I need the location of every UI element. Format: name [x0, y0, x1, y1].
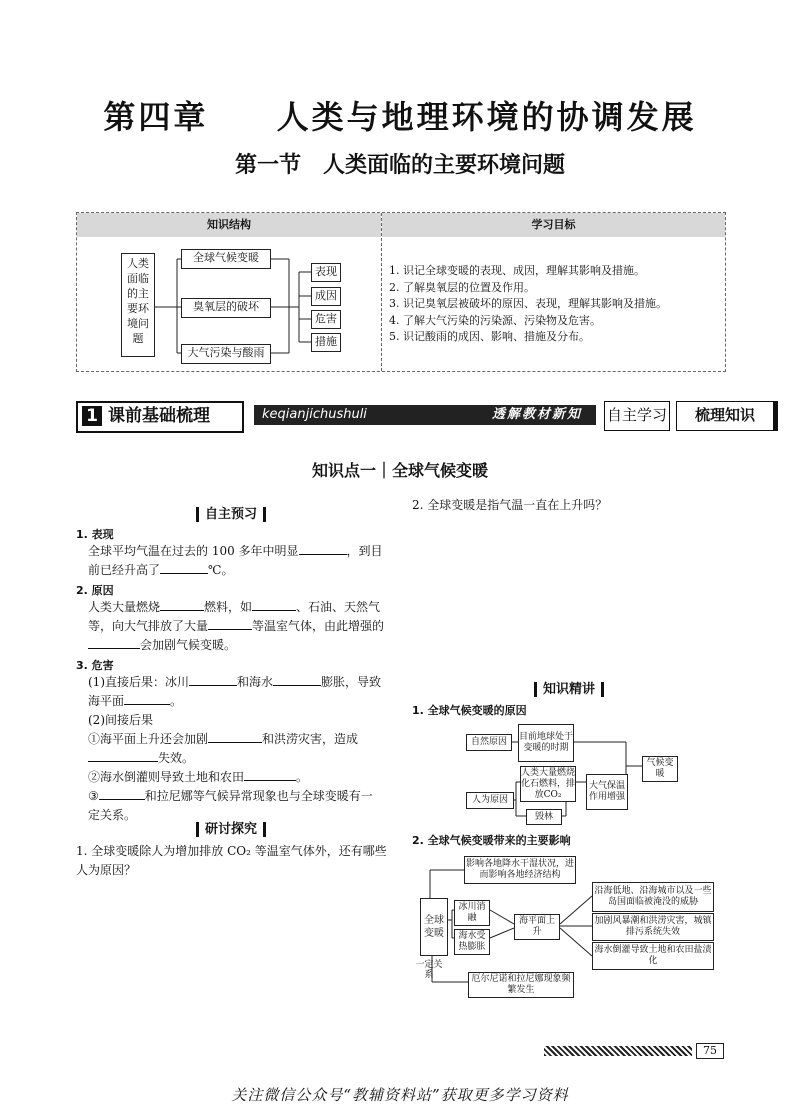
blank	[299, 542, 347, 555]
node-result-1: 沿海低地、沿海城市以及一些岛国面临被淹没的威胁	[592, 882, 714, 912]
banner-tag-knowledge: 梳理知识	[676, 401, 778, 431]
s3-d1e: 。	[170, 694, 183, 708]
s2-l1c: 、石油、天然气	[296, 600, 381, 614]
goal-item: 3. 识记臭氧层被破坏的原因、表现，理解其影响及措施。	[389, 297, 667, 310]
node-result-2: 加剧风暴潮和洪涝灾害，城镇排污系统失效	[592, 913, 714, 941]
preview-content	[76, 526, 390, 825]
blank	[273, 673, 321, 686]
goal-item: 2. 了解臭氧层的位置及作用。	[389, 280, 535, 294]
s1-head: 1. 表现	[76, 528, 114, 541]
aspect-measure: 措施	[311, 333, 341, 352]
discuss-q1: 1. 全球变暖除人为增加排放 CO₂ 等温室气体外，还有哪些人为原因？	[76, 844, 387, 877]
blank	[88, 749, 158, 762]
s1-text	[76, 542, 390, 580]
preview-heading	[76, 503, 386, 522]
s3-c1a: ①海平面上升还会加剧	[88, 732, 209, 746]
s3-c3a: ③	[88, 789, 99, 803]
node-greenhouse: 大气保温作用增强	[586, 774, 628, 810]
structure-header: 知识结构	[77, 213, 381, 237]
goals-list	[389, 263, 667, 346]
chapter-label: 第四章	[103, 98, 209, 136]
s2-head: 2. 原因	[76, 584, 114, 597]
discuss-heading	[76, 818, 386, 837]
aspect-harm: 危害	[311, 310, 341, 329]
node-sea-level: 海平面上升	[514, 914, 560, 940]
branch-warming: 全球气候变暖	[181, 249, 271, 269]
goal-item: 4. 了解大气污染的污染源、污染物及危害。	[389, 313, 601, 327]
node-rain: 影响各地降水干湿状况，进而影响各地经济结构	[464, 856, 576, 884]
s3-c3c: 定关系。	[88, 808, 137, 822]
blank	[160, 561, 208, 574]
node-result-3: 海水倒灌导致土地和农田盐渍化	[592, 942, 714, 970]
blank	[99, 787, 145, 800]
node-elnino: 厄尔尼诺和拉尼娜现象频繁发生	[468, 972, 574, 998]
lecture-h1: 1. 全球气候变暖的原因	[412, 704, 527, 717]
goal-item: 1. 识记全球变暖的表现、成因，理解其影响及措施。	[389, 264, 645, 277]
aspect-manifestation: 表现	[311, 263, 341, 282]
s1-l1: 全球平均气温在过去的 100 多年中明显	[88, 544, 299, 558]
causes-diagram	[466, 722, 696, 824]
blank	[189, 673, 237, 686]
blank	[244, 768, 296, 781]
s1-l2: 前已经升高了	[88, 563, 161, 577]
node-deforest: 毁林	[526, 809, 562, 825]
lecture-title: 知识精讲	[534, 682, 604, 697]
s3-d2: (2)间接后果	[88, 713, 153, 727]
blank	[88, 636, 140, 649]
preview-title: 自主预习	[196, 507, 266, 522]
lecture-h2: 2. 全球气候变暖带来的主要影响	[412, 834, 571, 847]
goal-item: 5. 识记酸雨的成因、影响、措施及分布。	[389, 330, 590, 343]
knowledge-point-title: 知识点一｜全球气候变暖	[311, 461, 488, 480]
node-expand: 海水受热膨胀	[454, 929, 490, 955]
impacts-diagram	[412, 852, 724, 1002]
node-glacier: 冰川消融	[454, 900, 490, 926]
discuss-title: 研讨探究	[196, 822, 266, 837]
chapter-name: 人类与地理环境的协调发展	[276, 98, 697, 136]
node-human: 人为原因	[466, 792, 514, 809]
s3-text	[76, 673, 390, 825]
s3-c1c: 失效。	[158, 751, 195, 765]
goals-header: 学习目标	[382, 213, 725, 237]
hatch-decoration	[544, 1046, 692, 1056]
s3-c2a: ②海水倒灌则导致土地和农田	[88, 770, 245, 784]
banner-pinyin: keqianjichushuli	[262, 407, 367, 422]
blank	[208, 617, 252, 630]
s3-c1b: 和洪涝灾害，造成	[262, 732, 359, 746]
node-fossil: 人类大量燃烧化石燃料，排放CO₂	[520, 766, 576, 802]
discuss-q2: 2. 全球变暖是指气温一直在上升吗？	[412, 498, 608, 512]
knowledge-structure-box	[76, 212, 726, 372]
page-number: 75	[696, 1043, 724, 1059]
page-number-bar	[544, 1043, 724, 1059]
s2-l2a: 等，向大气排放了大量	[88, 619, 209, 633]
blank	[208, 730, 262, 743]
s2-l3: 会加剧气候变暖。	[140, 638, 237, 652]
lecture-heading	[412, 678, 726, 697]
aspect-cause: 成因	[311, 287, 341, 306]
banner-stripe	[254, 405, 596, 425]
divider	[381, 213, 382, 371]
banner-number: 1	[82, 406, 102, 426]
banner-title: 课前基础梳理	[108, 406, 210, 426]
s2-text	[76, 598, 390, 655]
branch-acid-rain: 大气污染与酸雨	[181, 344, 271, 364]
s2-l1b: 燃料，如	[204, 600, 253, 614]
branch-ozone: 臭氧层的破坏	[181, 298, 271, 318]
s3-d1a: (1)直接后果：冰川	[88, 675, 189, 689]
s1-l1b: ，到目	[346, 544, 383, 558]
chapter-title	[0, 92, 800, 138]
structure-root: 人类面临的主要环境问题	[121, 253, 155, 357]
node-warming: 气候变暖	[642, 756, 678, 782]
s3-d1c: 膨胀，导致	[321, 675, 382, 689]
node-natural: 自然原因	[466, 734, 512, 751]
s3-d1b: 和海水	[237, 675, 274, 689]
banner-tag-self-study: 自主学习	[604, 401, 670, 431]
node-period: 目前地球处于变暖的时期	[518, 724, 574, 762]
footer-note: 关注微信公众号“教辅资料站”获取更多学习资料	[231, 1086, 569, 1104]
s3-d1d: 海平面	[88, 694, 125, 708]
section-title: 第一节 人类面临的主要环境问题	[234, 152, 565, 178]
s3-c3b: 和拉尼娜等气候异常现象也与全球变暖有一	[144, 789, 373, 803]
node-relation: 一定关系	[415, 960, 443, 980]
s2-l2b: 等温室气体，由此增强的	[252, 619, 385, 633]
blank	[252, 598, 296, 611]
node-source: 全球变暖	[420, 898, 448, 956]
banner-slogan: 透解教材新知	[491, 407, 582, 422]
banner-title-box	[76, 401, 244, 433]
s3-c2b: 。	[296, 770, 309, 784]
section-banner	[76, 401, 755, 429]
s2-l1a: 人类大量燃烧	[88, 600, 161, 614]
s1-l2b: ℃。	[208, 563, 234, 577]
blank	[160, 598, 204, 611]
blank	[124, 692, 170, 705]
s3-head: 3. 危害	[76, 659, 114, 672]
